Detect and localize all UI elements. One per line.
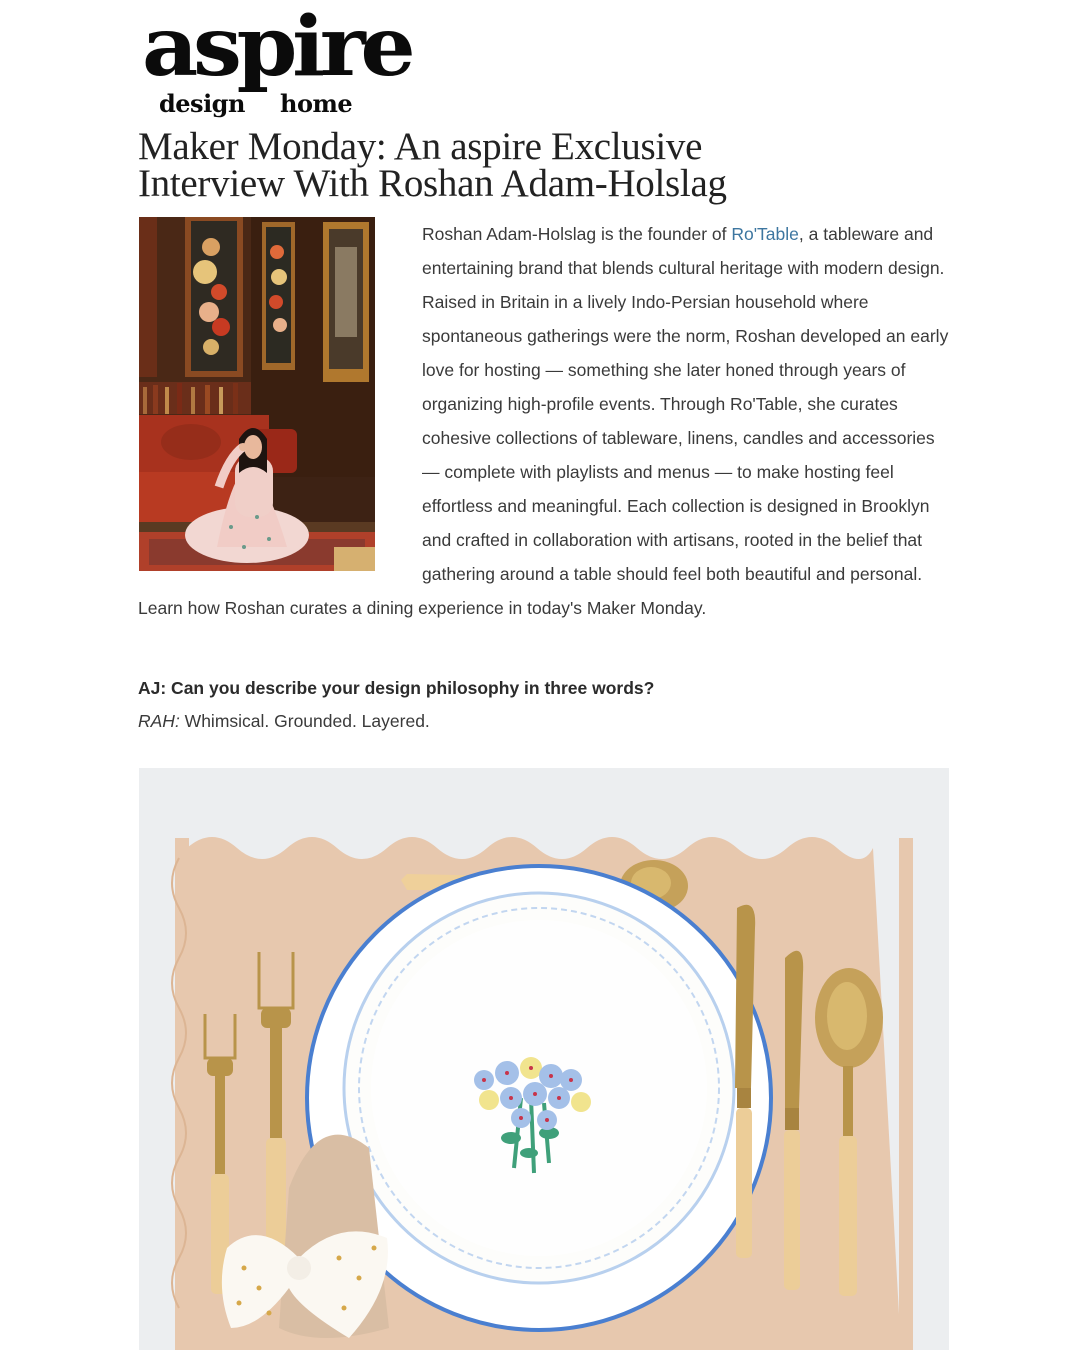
interview-question: AJ: Can you describe your design philosophy in three words?: [138, 678, 655, 698]
intro-text-start: Roshan Adam-Holslag is the founder of: [422, 224, 732, 244]
logo-wordmark: aspire: [142, 0, 411, 95]
table-setting-illustration: [139, 768, 949, 1350]
article-title: Maker Monday: An aspire Exclusive Interview With Roshan Adam-Holslag: [138, 125, 727, 205]
rotable-link[interactable]: Ro'Table: [731, 224, 799, 244]
image-float-spacer: [138, 217, 422, 591]
article-body: [138, 217, 954, 625]
logo-sub-home: home: [280, 89, 353, 118]
answer-text: Whimsical. Grounded. Layered.: [179, 711, 430, 731]
interview-answer: [138, 707, 430, 735]
logo-sub-design: design: [159, 89, 245, 118]
intro-text-rest: , a tableware and entertaining brand that blends cultural heritage with modern design. Raised in Britain in a lively Indo-Persian household where spontaneous gatherings were the norm, Roshan developed an early love for hosting — something she later honed through years of organizing high-profile events. Through Ro'Table, she curates cohesive collections of tableware, linens, candles and accessories — complete with playlists and menus — to make hosting feel effortless and meaningful. Each collection is designed in Brooklyn and crafted in collaboration with artisans, rooted in the belief that gathering around a table should feel both beautiful and personal. Learn how Roshan curates a dining experience in today's Maker Monday.: [138, 224, 949, 618]
answer-label: RAH:: [138, 711, 180, 731]
table-setting-photo: [139, 768, 949, 1350]
site-logo[interactable]: [142, 0, 452, 121]
